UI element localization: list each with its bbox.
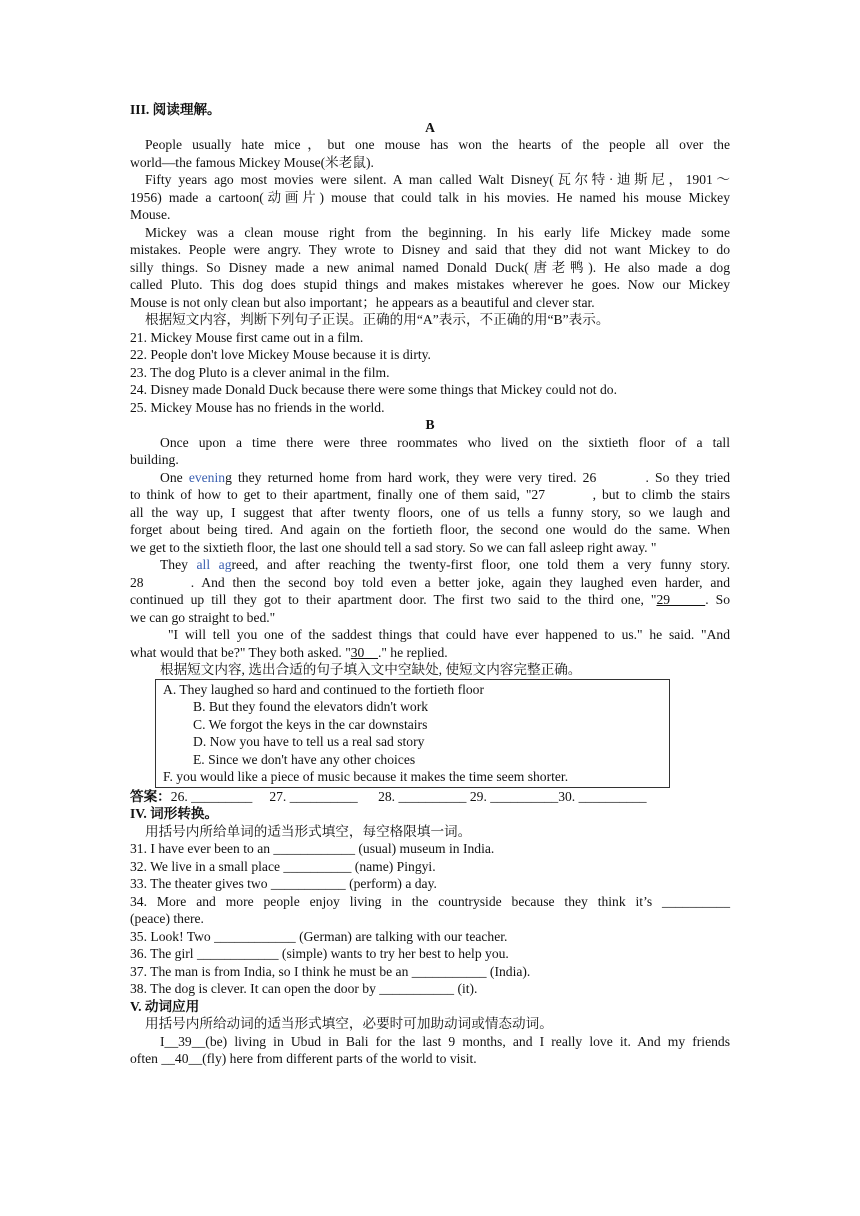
options-box [155,679,670,788]
text-line: 1956) made a cartoon(动画片) mouse that could talk in his movies. He named his mouse Mickey [130,189,730,205]
section-4-heading: IV. 词形转换。 [130,806,219,821]
text-span: continued up till they got to their apartment door. The first two said to the third one, " [130,592,657,607]
question-35: 35. Look! Two ____________ (German) are talking with our teacher. [130,928,508,944]
question-38: 38. The dog is clever. It can open the door by ___________ (it). [130,981,478,996]
text-span: reed, and after reaching the twenty-first floor, one told them a very funny story. [231,557,730,572]
question-33: 33. The theater gives two ___________ (perform) a day. [130,876,437,891]
text-line: building. [130,452,179,467]
text-line: Mickey was a clean mouse right from the beginning. In his early life Mickey made some [145,224,730,240]
text-span: what would that be?" They both asked. " [130,644,351,660]
part-a-instruction: 根据短文内容，判断下列句子正误。正确的用“A”表示，不正确的用“B”表示。 [145,312,610,327]
text-line: Fifty years ago most movies were silent. A man called Walt Disney(瓦尔特·迪斯尼，1901～ [145,172,730,187]
part-b-instruction: 根据短文内容, 选出合适的句子填入文中空缺处, 使短文内容完整正确。 [160,662,582,677]
question-31: 31. I have ever been to an ____________ (usual) museum in India. [130,841,495,856]
question-36: 36. The girl ____________ (simple) wants to try her best to help you. [130,946,509,961]
text-line: Once upon a time there were three roommates who lived on the sixtieth floor of a tall [160,434,730,450]
text-line: often __40__(fly) here from different parts of the world to visit. [130,1051,477,1066]
part-a-paragraph-1 [130,136,730,171]
option-b: B. But they found the elevators didn't work [193,699,429,714]
text-line: to think of how to get to their apartment, finally one of them said, "27 , but to climb the stairs [130,487,730,502]
text-line: forget about being tired. And again on the fortieth floor, the second one would do the same. When [130,522,730,537]
option-d: D. Now you have to tell us a real sad story [193,734,425,749]
part-b-paragraph-3 [130,556,730,626]
question-37: 37. The man is from India, so I think he must be an ___________ (India). [130,963,531,979]
text-line: we can go straight to bed." [130,609,276,625]
part-a-paragraph-3 [130,224,730,312]
text-line: Mouse is not only clean but also important；he appears as a beautiful and clever star. [130,294,595,310]
text-line: "I will tell you one of the saddest things that could have ever happened to us." he said. "And [168,627,730,642]
section-5-paragraph [130,1033,730,1068]
question-23: 23. The dog Pluto is a clever animal in the film. [130,364,390,380]
part-b-paragraph-4 [130,626,730,661]
option-c: C. We forgot the keys in the car downstairs [193,716,428,732]
question-24: 24. Disney made Donald Duck because there were some things that Mickey could not do. [130,382,617,397]
option-f: F. you would like a piece of music because it makes the time seem shorter. [163,769,569,784]
section-3-heading: III. 阅读理解。 [130,102,221,117]
part-a-label: A [425,119,435,135]
text-span: ." he replied. [377,644,448,660]
text-line: I__39__(be) living in Ubud in Bali for the last 9 months, and I really love it. And my friends [160,1033,730,1049]
text-line: mistakes. People were angry. They wrote to Disney and said that they did not want Mickey to do [130,242,730,257]
text-line: all the way up, I suggest that after twenty floors, one of us tells a funny story, so we laugh and [130,504,730,520]
text-line: Mouse. [130,207,171,222]
question-25: 25. Mickey Mouse has no friends in the world. [130,399,385,415]
document-page [130,101,730,1068]
text-line: 28 . And then the second boy told even a better joke, again they laughed even harder, and [130,574,730,590]
text-span: One [160,469,189,485]
answer-blanks: 26. _________ 27. __________ 28. __________ 29. __________30. __________ [170,788,647,804]
question-21: 21. Mickey Mouse first came out in a film. [130,329,364,345]
text-line [130,644,730,662]
highlighted-word: evenin [188,469,226,485]
part-b-paragraph-2 [130,469,730,557]
option-a: A. They laughed so hard and continued to the fortieth floor [163,681,485,697]
text-span: They [160,557,197,572]
text-span: g they returned home from hard work, they were very tired. 26 . So they tried [225,469,731,485]
question-32: 32. We live in a small place __________ (name) Pingyi. [130,858,436,874]
text-line: 34. More and more people enjoy living in the countryside because they think it’s __________ [130,893,730,909]
text-line: world—the famous Mickey Mouse(米老鼠). [130,154,374,170]
text-line: called Pluto. This dog does stupid things and makes mistakes wherever he goes. Now our Mickey [130,277,730,292]
answer-label: 答案： [130,788,171,804]
text-line [130,591,730,609]
text-span: . So [705,592,731,607]
answer-line [130,788,730,806]
option-e: E. Since we don't have any other choices [193,751,416,767]
highlighted-word: all ag [196,557,232,572]
text-line: People usually hate mice，but one mouse has won the hearts of the people all over the [145,137,730,152]
text-line: (peace) there. [130,911,204,926]
section-5-heading: V. 动词应用 [130,998,200,1014]
blank-29: 29 [656,592,706,607]
text-line: silly things. So Disney made a new animal named Donald Duck(唐老鸭). He also made a dog [130,259,730,275]
part-a-paragraph-2 [130,171,730,224]
part-b-paragraph-1 [130,434,730,469]
section-5-instruction: 用括号内所给动词的适当形式填空，必要时可加助动词或情态动词。 [145,1016,553,1031]
part-a-questions [130,329,730,417]
section-4-instruction: 用括号内所给单词的适当形式填空，每空格限填一词。 [145,823,472,839]
blank-30: 30 [350,644,378,660]
part-b-label: B [425,417,435,432]
question-22: 22. People don't love Mickey Mouse because it is dirty. [130,347,431,362]
text-line [130,469,730,487]
text-line [130,556,730,574]
text-line: we get to the sixtieth floor, the last one should tell a sad story. So we can fall asleep right away. " [130,539,657,555]
question-34 [130,893,730,928]
